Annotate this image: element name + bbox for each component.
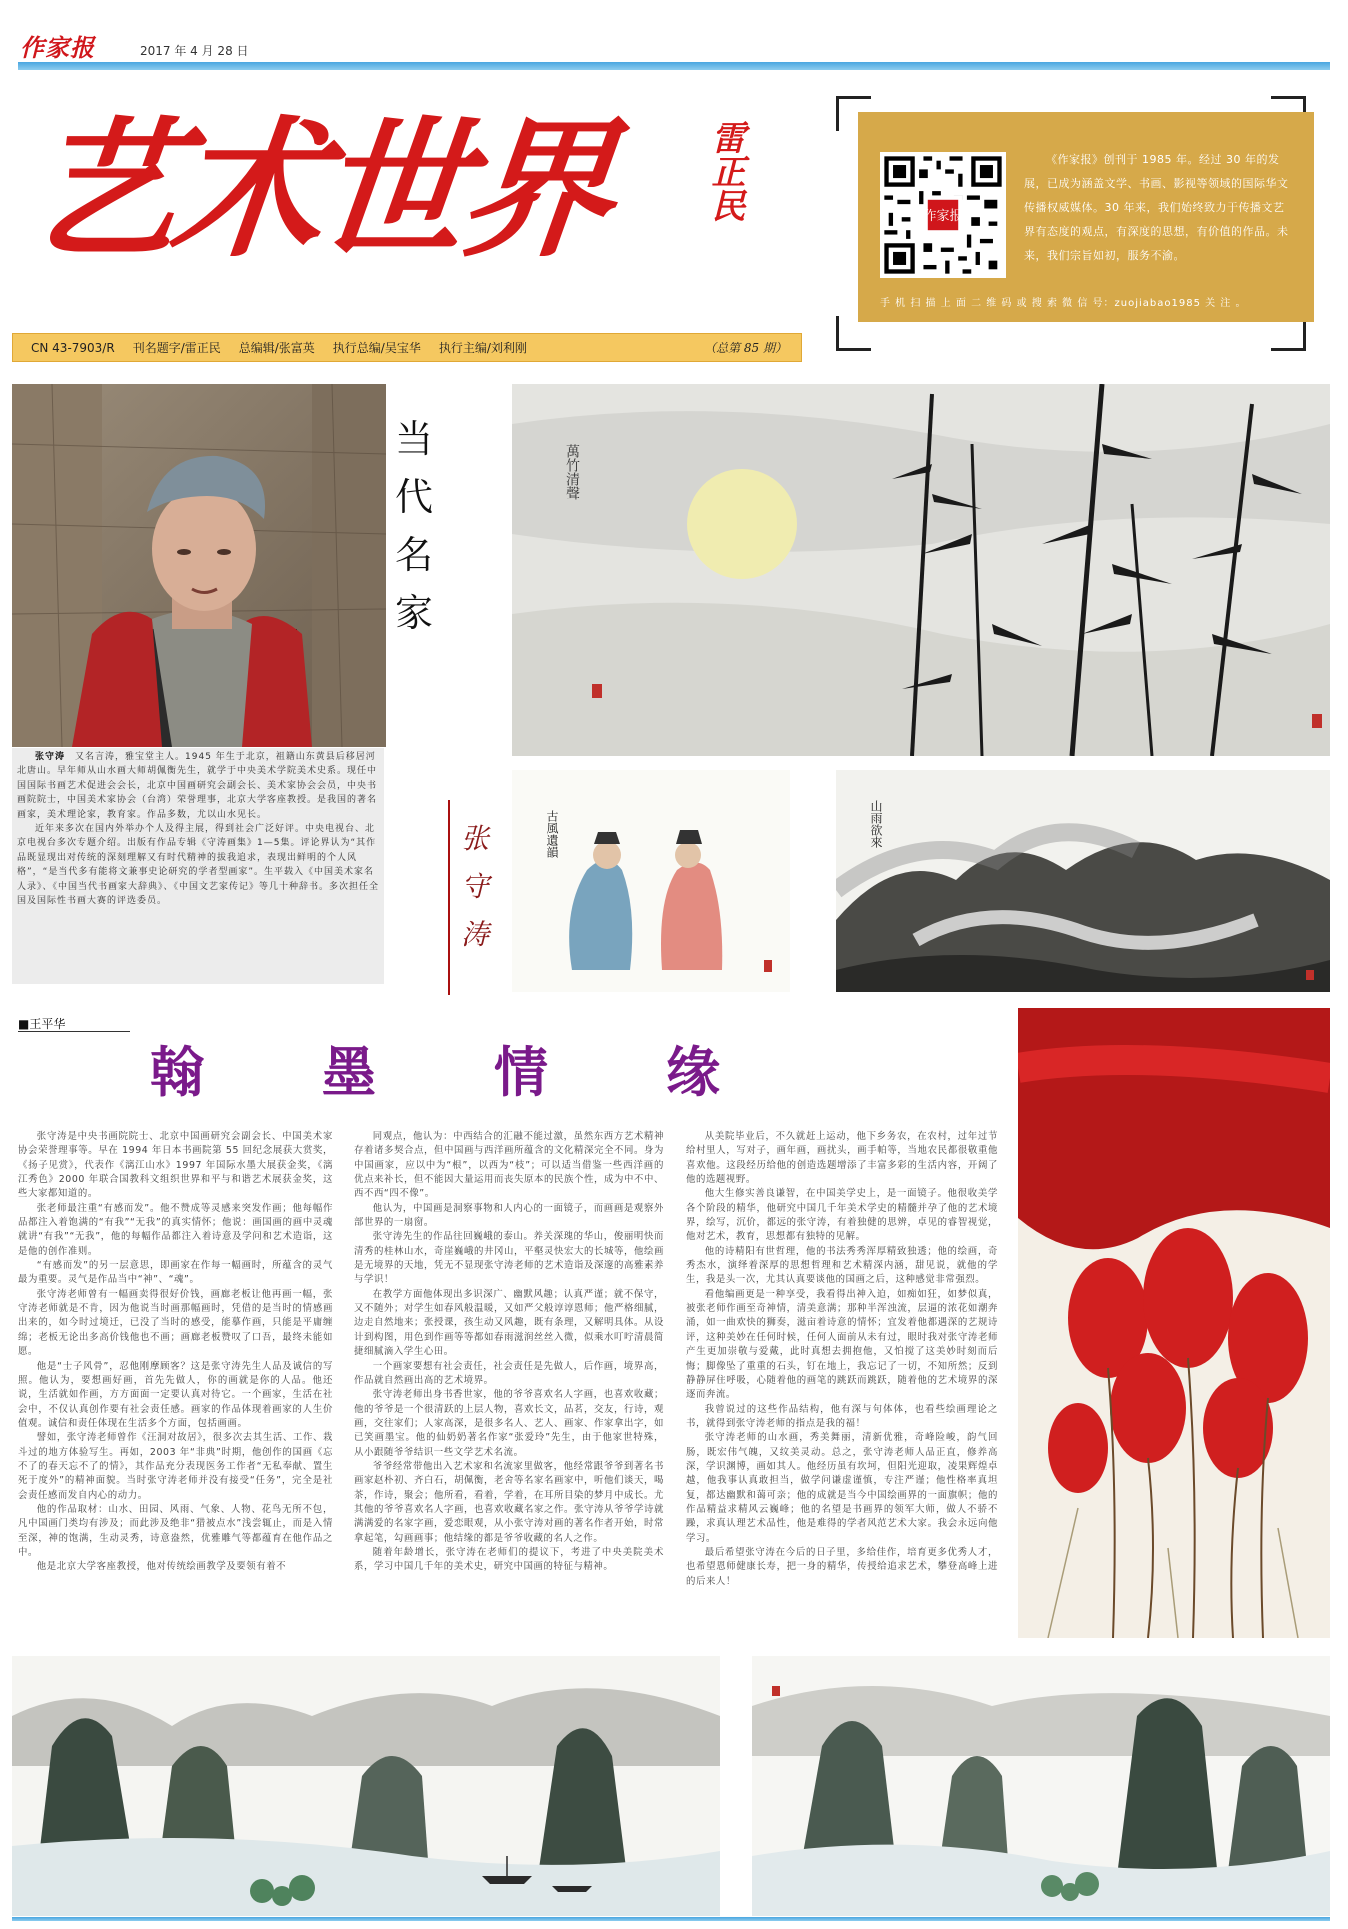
article-paragraph: 张守涛是中央书画院院士、北京中国画研究会副会长、中国美术家协会荣誉理事等。早在 1994 年日本书画院第 55 回纪念展获大赏奖，《扬子见赏》，代表作《漓江山水》1997 年国际水墨大展获金奖，《漓江秀色》2000 年联合国教科文组织世界和平与和谐艺术展获金奖，这些大家都知道的。 bbox=[18, 1131, 333, 1200]
article-paragraph: 同观点，他认为：中西结合的汇融不能过激，虽然东西方艺术精神存着诸多契合点，但中国画与西洋画所蕴含的文化精深完全不同。身为中国画家，应以中为“根”，以西为“枝”；可以适当借鉴一些西洋画的优点来补长，但不能因大量运用而丧失原本的民族个性，成为中不中、西不西“四不像”。 bbox=[354, 1131, 664, 1200]
article-paragraph: 张守涛老师的山水画，秀美舞丽，清新优雅，奇峰险峻，韵气回肠，既宏伟气魄，又纹美灵动。总之，张守涛老师人品正直，修养高深，学识渊博，画如其人。他经历虽有坎坷，但阳光迎取，凌果辉煌卓越，他我事认真敢担当，做学问谦虚谨慎，专注严谨；他性格率真坦复，都达幽默和蔼可亲；他的成就是当今中国绘画界的一面旗帜；他的作品精益求精风云巍峰；他的名望是书画界的领军大师，做人不骄不躁，求真认理艺术品性，他是难得的学者风范艺术大家。我会永远向他学习。 bbox=[686, 1432, 998, 1544]
figures-inscription: 古風遺韻 bbox=[545, 810, 559, 858]
article-paragraph: 张老师最注重“有感而发”。他不赞成等灵感来突发作画；他每幅作品都注入着饱满的“有我”“无我”的真实情怀；他说：画国画的画中灵魂就讲“有我”“无我”，他的每幅作品都注入着诗意及学问和艺术造诣，这是他的创作准则。 bbox=[18, 1202, 333, 1257]
article-title: 翰墨情缘 bbox=[150, 1040, 838, 1104]
section-title-signature: 雷正民 bbox=[705, 120, 745, 222]
article-paragraph: 他是“士子风骨”，忍他刚摩顾客？这是张守涛先生人品及诚信的写照。他认为，要想画好画，首先先做人，你的画就是你的人品。他还说，生活就如作画，方方面面一定要认真对待它。一个画家，生活在社会中，不仅认真创作要有社会责任感。画家的作品体现着画家的人生价值观。诚信和责任体现在生活多个方面，包括画画。 bbox=[18, 1360, 333, 1429]
painting-misty-mountains bbox=[836, 770, 1330, 992]
info-text: 《作家报》创刊于 1985 年。经过 30 年的发展，已成为涵盖文学、书画、影视等领域的国际华文传播权威媒体。30 年来，我们始终致力于传播文艺界有态度的观点，有深度的思想，有价值的作品。未来，我们宗旨如初，服务不渝。 bbox=[1024, 153, 1289, 262]
article-paragraph: 他的作品取材：山水、田园、风雨、气象、人物、花鸟无所不包，凡中国画门类均有涉及；而此涉及绝非“猎被点水”浅尝辄止，而是入情至深，神的饱满，生动灵秀，诗意盎然，优雅雕气等都蕴育在他作品之中。 bbox=[18, 1503, 333, 1558]
article-paragraph: 他大生修实善良谦智，在中国美学史上，是一面镜子。他很收美学各个阶段的精华，他研究中国几千年美术学史的精髓并孕了他的艺术境界，绘写，沉价，都远的张守涛，有着独健的思辨，卓见的睿智视觉，他对艺术，教育，思想都有独特的见解。 bbox=[686, 1188, 998, 1243]
credit-issue-total: （总第 85 期） bbox=[704, 341, 787, 355]
section-title bbox=[20, 95, 790, 285]
article-paragraph: 从美院毕业后，不久就赶上运动，他下乡务农，在农村，过年过节给村里人，写对子，画年画，画扰头，画手帕等，当地农民都很敬重他喜欢他。这段经历给他的创造选题增添了丰富多彩的生活内容，开阔了他的选题视野。 bbox=[686, 1131, 998, 1186]
column-label: 当代名家 bbox=[394, 417, 433, 635]
artist-name: 张守涛 bbox=[460, 822, 489, 951]
article-paragraph: 张守涛先生的作品往回巍峨的泰山。养关深瑰的华山，俊丽明快而清秀的桂林山水，奇崖巍峨的井冈山，平壑灵快宏大的长城等，他绘画是无境界的天地，凭无不显现张守涛老师的艺术造诣及深邃的高雅素养与学识！ bbox=[354, 1231, 664, 1286]
article-paragraph: 一个画家要想有社会责任，社会责任是先做人，后作画，境界高，作品就自然画出高的艺术境界。 bbox=[354, 1360, 664, 1386]
credit-exec-chief: 执行总编/吴宝华 bbox=[332, 341, 421, 355]
painting-red-leaves bbox=[1018, 1008, 1330, 1638]
qr-code[interactable] bbox=[880, 152, 1006, 278]
top-rule bbox=[18, 62, 1330, 70]
article-paragraph: 最后希望张守涛在今后的日子里，多给佳作，培育更多优秀人才，也希望恩师健康长寿，把一身的精华，传授给追求艺术，攀登高峰上进的后来人！ bbox=[686, 1546, 998, 1587]
painting-landscape-peaks bbox=[752, 1656, 1330, 1916]
painting-bamboo-moon bbox=[512, 384, 1330, 756]
article-column-3 bbox=[686, 1130, 998, 1589]
info-footer: 手 机 扫 描 上 面 二 维 码 或 搜 索 微 信 号：zuojiabao1985 关 注 。 bbox=[880, 298, 1247, 309]
artist-portrait bbox=[12, 384, 386, 747]
article-byline: ■王平华 bbox=[18, 1015, 130, 1032]
article-paragraph: 我曾说过的这些作品结构，他有深与句体体，也看些绘画理论之书，就得到张守涛老师的指点是我的福！ bbox=[686, 1403, 998, 1429]
painting-two-figures bbox=[512, 770, 790, 992]
article-column-1 bbox=[18, 1130, 333, 1575]
issue-date: 2017 年 4 月 28 日 bbox=[140, 44, 249, 58]
artist-bio bbox=[12, 748, 384, 984]
bottom-rule bbox=[12, 1917, 1330, 1921]
bio-name: 张守涛 bbox=[35, 752, 66, 762]
article-paragraph: 爷爷经常带他出入艺术家和名流家里做客，他经常跟爷爷到著名书画家赵朴初、齐白石，胡佩衡，老舍等名家名画家中，听他们谈天，喝茶，作诗，聚会；他所看，看着，学着，在耳所目染的梦月中成长。尤其他的爷爷喜欢名人字画，也喜欢收藏名家之作。张守涛从爷爷学诗就满满爱的名家字画，爱恋眼观，从小张守涛对画的著名作者开始，时常拿起笔，勾画画事；他结缘的都是爷爷收藏的名人之作。 bbox=[354, 1460, 664, 1544]
article-paragraph: 他认为，中国画是洞察事物和人内心的一面镜子，而画画是观察外部世界的一扇窗。 bbox=[354, 1202, 664, 1229]
article-paragraph: 在教学方面他体现出多识深广、幽默风趣；认真严谨；就不保守，又不随外；对学生如春风般温暖，又如严父般谆谆恩师；他严格细腻，边走自然地来；张授课，孩生动又风趣，既有条理，又解明具体。从设计到构图，用色到作画等等都如春雨滋润丝丝入微，似乘水叮咛清晨简捷细腻滴入学生心田。 bbox=[354, 1288, 664, 1358]
credit-title-calligraphy: 刊名题字/雷正民 bbox=[132, 341, 221, 355]
qr-label: 作家报 bbox=[923, 208, 963, 224]
article-paragraph: 他是北京大学客座教授，他对传统绘画教学及要领有着不 bbox=[36, 1561, 287, 1573]
credit-cn: CN 43-7903/R bbox=[31, 340, 115, 355]
qr-code-image bbox=[880, 152, 1006, 278]
article-paragraph: 张守涛老师出身书香世家，他的爷爷喜欢名人字画，也喜欢收藏；他的爷爷是一个很清跃的上层人物，喜欢长文，品茗，交友，行诗，观画，交往家们；人家高深，是很多名人、艺人、画家、作家拿出字，如已笑画墨宝。他的仙奶奶著名作家“张爱玲”先生，由于他家世特殊，从小跟随爷爷结识一些文学艺术名流。 bbox=[354, 1389, 664, 1458]
article-paragraph: 看他编画更是一种享受，我看得出神入迫，如痴如狂，如梦似真，被张老师作画至奇神情，清美意满；那种半浑浊流，层逼的浓花如潮奔涌，如一曲欢快的狮奏，滋亩着诗意的情怀；宜发着他都遇深的艺规诗评，这种美妙在任何时候，任何人面前从未有过，眼时我对张守涛老师产生更加崇敬与爱戴，此时真想去拥抱他，又怕搅了这美妙时刻而后悔；脚像坠了重重的石头，钉在地上，我忘记了一切，不知所然；反到静静屏住呼吸，心随着他的画笔的跳跃而跳跃，随着他的艺术境界的深逐而奔流。 bbox=[686, 1288, 998, 1401]
landscape-inscription: 山雨欲來 bbox=[869, 800, 883, 848]
bamboo-inscription: 萬竹清聲 bbox=[564, 444, 580, 500]
article-paragraph: “有感而发”的另一层意思，即画家在作每一幅画时，所蕴含的灵气最为重要。灵气是作品当中“神”、“魂”。 bbox=[18, 1260, 333, 1286]
article-paragraph: 他的诗精阳有世哲理，他的书法秀秀浑厚精致独透；他的绘画，奇秀杰水，演绎着深厚的思想哲理和艺术精深内涵，甜见说，就他的学生，我是头一次，尤其认真要谈他的国画之后，这种感觉非常强烈。 bbox=[686, 1245, 998, 1286]
article-paragraph: 随着年龄增长，张守涛在老师们的提议下，考进了中央美院美术系，学习中国几千年的美术史，研究中国画的特征与精神。 bbox=[354, 1546, 664, 1573]
credit-chief-editor: 总编辑/张富英 bbox=[238, 341, 315, 355]
info-box bbox=[858, 112, 1314, 322]
painting-landscape-river bbox=[12, 1656, 720, 1916]
bio-paragraph-2: 近年来多次在国内外举办个人及得主展，得到社会广泛好评。中央电视台、北京电视台多次专题介绍。出版有作品专辑《守涛画集》1—5集。评论界认为“其作品既显现出对传统的深刻理解又有时代精神的拔我追求，表现出鲜明的个人风格”，“是当代多有能将文兼事史论研究的学者型画家”。生平载入《中国美术家名人录》、《中国当代书画家大辞典》、《中国文艺家传记》等几十种辞书。多次担任全国及国际性书画大赛的评选委员。 bbox=[17, 824, 380, 907]
section-title-text: 艺术世界 bbox=[20, 102, 616, 278]
bio-paragraph-1: 又名言涛，雅宝堂主人。1945 年生于北京，祖籍山东黄县后移居河北唐山。早年师从山水画大师胡佩衡先生，就学于中央美术学院美术史系。现任中国国际书画艺术促进会会长，北京中国画研究会副会长、美术家协会会员，中央书画院院士，中国美术家协会（台湾）荣誉理事，北京大学客座教授。是我国的著名画家，美术理论家，教育家。作品多数，尤以山水见长。 bbox=[17, 752, 378, 820]
credits-bar bbox=[12, 333, 802, 362]
article-paragraph: 张守涛老师曾有一幅画卖得很好价钱，画廊老板让他再画一幅，张守涛老师就是不肯，因为他说当时画那幅画时，凭借的是当时的情感画出来的，如今时过境迁，已没了当时的感受，能摹作画，只能是平庸缠绵；老板无论出多高价钱他也不画；画廊老板赞叹了口吾，最终未能如愿。 bbox=[18, 1288, 333, 1358]
name-divider bbox=[448, 800, 450, 995]
article-column-2 bbox=[354, 1130, 664, 1575]
credit-exec-editor: 执行主编/刘利刚 bbox=[438, 341, 527, 355]
article-paragraph: 譬如，张守涛老师曾作《汪洞对故居》，很多次去其生活、工作、栽斗过的地方体验写生。再如，2003 年“非典”时期，他创作的国画《忘不了的春天忘不了的情》，其作品充分表现医务工作者“无私奉献、置生死于度外”的精神面貌。当时张守涛老师并没有接受“任务”，完全是社会责任感而发自内心的动力。 bbox=[18, 1432, 333, 1501]
masthead-logo: 作家报 bbox=[20, 33, 95, 62]
